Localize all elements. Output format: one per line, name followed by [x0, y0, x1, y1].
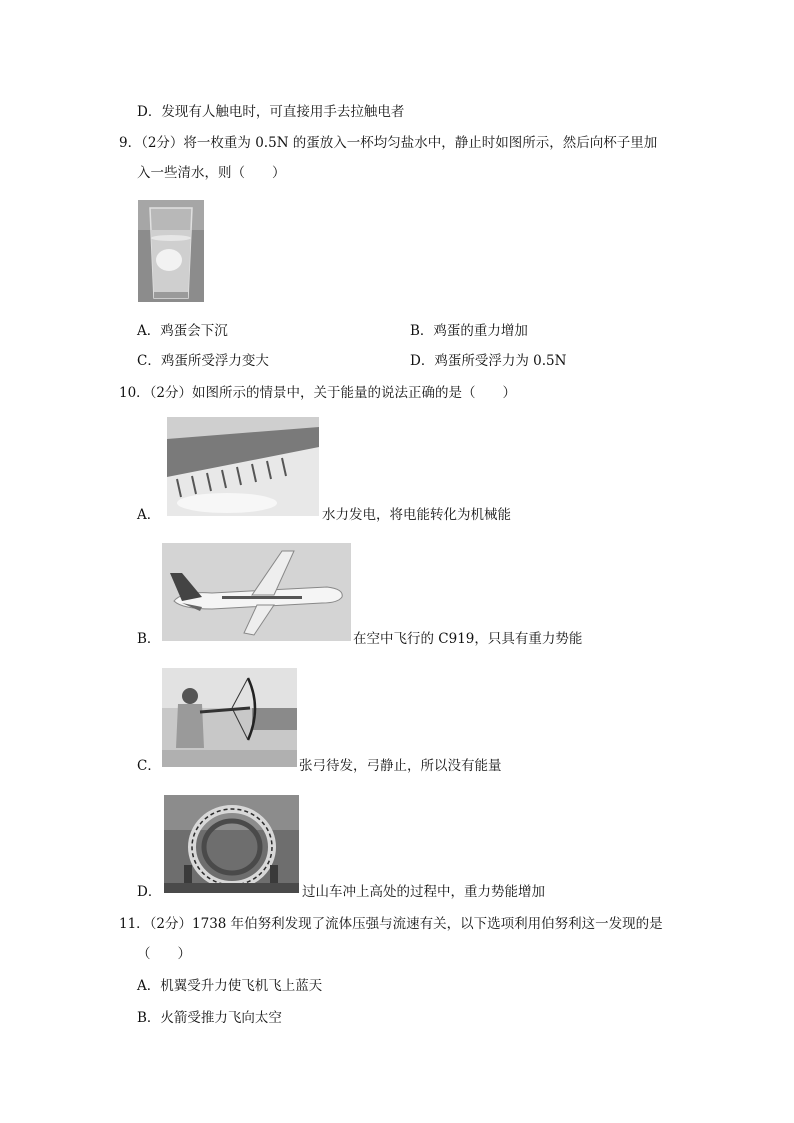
q10-option-b-text: 在空中飞行的 C919，只具有重力势能: [353, 631, 583, 647]
c919-airplane-image: [162, 543, 351, 641]
q11-stem-line2: （ ）: [137, 946, 191, 962]
q10-stem: 10．（2分）如图所示的情景中，关于能量的说法正确的是（ ）: [119, 385, 517, 401]
q11-option-b: B．火箭受推力飞向太空: [137, 1010, 282, 1026]
q10-option-d-letter: D．: [137, 884, 162, 900]
q9-option-c: C．鸡蛋所受浮力变大: [137, 353, 269, 369]
q10-option-a-text: 水力发电，将电能转化为机械能: [322, 507, 511, 523]
q10-option-a-letter: A．: [137, 507, 161, 523]
archer-image: [162, 668, 297, 767]
q11-stem-line1: 11．（2分）1738 年伯努利发现了流体压强与流速有关，以下选项利用伯努利这一发现的是: [119, 916, 663, 932]
roller-coaster-image: [164, 795, 299, 893]
q8-option-d: D．发现有人触电时，可直接用手去拉触电者: [137, 104, 405, 120]
q11-option-a: A．机翼受升力使飞机飞上蓝天: [137, 978, 323, 994]
q10-option-b-letter: B．: [137, 631, 161, 647]
hydropower-dam-image: [167, 417, 319, 516]
q9-stem-line1: 9．（2分）将一枚重为 0.5N 的蛋放入一杯均匀盐水中，静止时如图所示，然后向杯子里加: [119, 135, 658, 151]
q9-stem-line2: 入一些清水，则（ ）: [137, 165, 286, 181]
q9-option-b: B．鸡蛋的重力增加: [410, 323, 528, 339]
q10-option-c-text: 张弓待发，弓静止，所以没有能量: [299, 758, 502, 774]
q10-option-c-letter: C．: [137, 758, 161, 774]
q10-option-d-text: 过山车冲上高处的过程中，重力势能增加: [302, 884, 545, 900]
q9-option-a: A．鸡蛋会下沉: [137, 323, 228, 339]
egg-in-glass-image: [138, 200, 204, 302]
q9-option-d: D．鸡蛋所受浮力为 0.5N: [410, 353, 567, 369]
